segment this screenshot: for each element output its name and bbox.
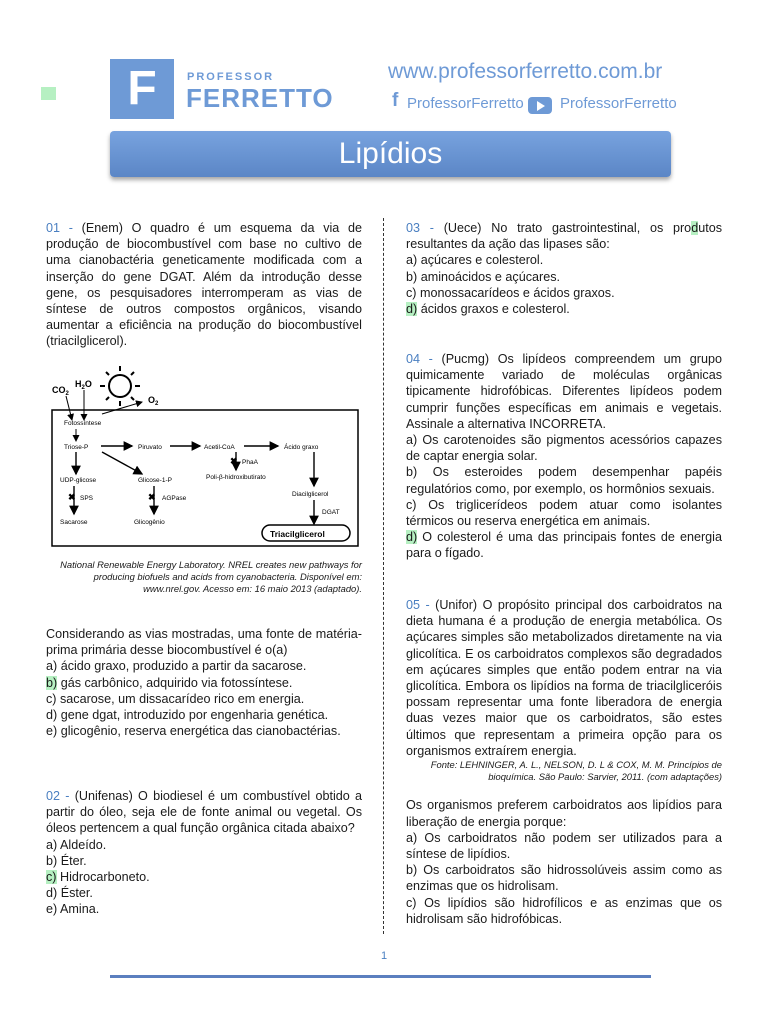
option-e[interactable]: e) Amina. — [46, 902, 100, 917]
option-a[interactable]: a) açúcares e colesterol. — [406, 253, 544, 268]
logo-brand-text: FERRETTO — [186, 83, 334, 113]
svg-text:✖: ✖ — [68, 492, 76, 502]
biofuel-pathway-diagram — [46, 362, 362, 552]
answer-highlight: b) — [46, 675, 58, 690]
question-2 — [46, 788, 362, 918]
question-number: 02 - — [46, 789, 70, 803]
title-banner — [110, 131, 671, 177]
svg-text:O2: $O_2$ — [148, 395, 159, 407]
page-number: 1 — [380, 950, 388, 962]
option-a[interactable]: a) Os carboidratos não podem ser utilizados para a síntese de lipídios. — [406, 830, 722, 862]
youtube-handle[interactable]: ProfessorFerretto — [560, 95, 677, 112]
svg-text:H2O: $H_2O$ — [75, 379, 92, 391]
option-b[interactable]: b) Os esteroides podem desempenhar papéis regulatórios como, por exemplo, os hormônios sexuais. — [406, 465, 722, 496]
svg-text:SPS: SPS — [80, 495, 94, 502]
svg-text:Acetil-CoA: Acetil-CoA — [204, 444, 235, 451]
svg-text:UDP-glicose: UDP-glicose — [60, 477, 97, 484]
svg-text:Diacilglicerol: Diacilglicerol — [292, 491, 329, 498]
column-divider — [383, 218, 384, 934]
option-b[interactable]: b) gás carbônico, adquirido via fotossíntese. — [46, 675, 293, 690]
option-b[interactable]: b) Os carboidratos são hidrossolúveis assim como as enzimas que os hidrolisam. — [406, 863, 722, 894]
question-text: (Enem) O quadro é um esquema da via de produção de biocombustível com base no cultivo de uma cianobactéria geneticamente modificada com a inserção do gene DGAT. Além da introdução desse gene, os pesquisadores interromperam as vias de síntese de outros compostos orgânicos, visando aumentar a eficiência na produção do biocombustível (triacilglicerol). — [46, 221, 363, 349]
svg-text:PhaA: PhaA — [242, 459, 258, 466]
svg-text:Triacilglicerol: Triacilglicerol — [270, 529, 325, 539]
option-a[interactable]: a) ácido graxo, produzido a partir da sacarose. — [46, 659, 307, 674]
logo-small-text: PROFESSOR — [187, 71, 275, 83]
svg-text:Fotossíntese: Fotossíntese — [64, 420, 102, 427]
youtube-icon — [528, 97, 552, 114]
question-3: 03 - (Uece) No trato gastrointestinal, os produtos resultantes da ação das lipases são: a) açúcares e colesterol. b) aminoácidos e açúcares. c) monossacarídeos e ácidos graxos. d) ácidos graxos e colesterol. — [406, 221, 723, 317]
sun-icon — [100, 366, 140, 406]
question-1-options — [46, 626, 362, 739]
option-a[interactable]: a) Aldeído. — [46, 837, 107, 852]
option-d[interactable]: d) gene dgat, introduzido por engenharia genética. — [46, 708, 329, 723]
answer-highlight: d) — [406, 302, 418, 317]
svg-text:AGPase: AGPase — [162, 495, 187, 502]
option-c[interactable]: c) Hidrocarboneto. — [46, 870, 150, 885]
svg-text:Ácido graxo: Ácido graxo — [284, 444, 319, 451]
website-link[interactable]: www.professorferretto.com.br — [388, 60, 663, 83]
facebook-icon: f — [392, 90, 399, 111]
answer-highlight: c) — [46, 870, 57, 885]
option-c[interactable]: c) Os triglicerídeos podem atuar como isolantes térmicos ou reserva energética em animais. — [406, 497, 722, 529]
footer-line — [110, 975, 651, 978]
option-d[interactable]: d) Éster. — [46, 886, 93, 901]
svg-text:Piruvato: Piruvato — [138, 444, 162, 451]
svg-text:Triose-P: Triose-P — [64, 444, 89, 451]
answer-highlight: d) — [406, 530, 418, 545]
option-c[interactable]: c) monossacarídeos e ácidos graxos. — [406, 285, 615, 300]
question-prompt: Considerando as vias mostradas, uma fonte de matéria-prima primária desse biocombustível é o(a) — [46, 627, 362, 658]
svg-text:Glicose-1-P: Glicose-1-P — [138, 477, 172, 484]
svg-text:Poli-β-hidroxibutirato: Poli-β-hidroxibutirato — [206, 474, 266, 481]
question-text: (Pucmg) Os lipídeos compreendem um grupo quimicamente variado de moléculas orgânicas tipicamente hidrofóbicas. Diferentes lipídeos podem cumprir funções específicas em animais e vegetais. Assinale a alternativa INCORRETA. — [406, 352, 722, 431]
page-title: Lipídios — [338, 137, 443, 170]
green-marker — [41, 87, 56, 100]
citation: National Renewable Energy Laboratory. NREL creates new pathways for producing biofuels and acids from cyanobacteria. Disponível em: www.nrel.gov. Acesso em: 16 maio 2013 (adaptado). — [60, 559, 362, 595]
question-number: 04 - — [406, 352, 433, 366]
option-e[interactable]: e) glicogênio, reserva energética das cianobactérias. — [46, 724, 341, 739]
question-prompt: Os organismos preferem carboidratos aos lipídios para liberação de energia porque: — [406, 798, 722, 829]
option-c[interactable]: c) sacarose, um dissacarídeo rico em energia. — [46, 691, 305, 706]
question-text: (Unifor) O propósito principal dos carboidratos na dieta humana é a produção de energia metabólica. Os açúcares simples são metabolizados diretamente na via glicolítica. E os carboidratos complexos são degradados em açúcares simples que então podem entrar na via glicolítica. Embora os lipídios na forma de triacilgliceróis possam representar uma fonte liberadora de energia duas vezes maior que os carboidratos, são estes últimos que representam a primeira opção para os organismos extraírem energia. — [406, 598, 723, 758]
question-5 — [406, 597, 722, 927]
option-c[interactable]: c) Os lipídios são hidrofílicos e as enzimas que os hidrolisam são hidrofóbicas. — [406, 895, 722, 926]
option-d[interactable]: d) O colesterol é uma das principais fontes de energia para o fígado. — [406, 530, 722, 561]
question-number: 05 - — [406, 598, 430, 612]
option-b[interactable]: b) aminoácidos e açúcares. — [406, 269, 561, 284]
svg-text:Glicogênio: Glicogênio — [134, 519, 165, 526]
option-a[interactable]: a) Os carotenoides são pigmentos acessórios capazes de captar energia solar. — [406, 433, 722, 464]
question-4 — [406, 351, 722, 562]
question-number: 03 - — [406, 221, 434, 235]
question-number: 01 - — [46, 221, 73, 235]
citation: Fonte: LEHNINGER, A. L., NELSON, D. L & COX, M. M. Princípios de bioquímica. São Paulo: Sarvier, 2011. (com adaptações) — [430, 759, 722, 783]
option-d[interactable]: d) ácidos graxos e colesterol. — [406, 302, 570, 317]
svg-text:✖: ✖ — [148, 492, 156, 502]
svg-text:✖: ✖ — [230, 456, 238, 466]
logo-icon: F — [110, 59, 174, 119]
svg-text:Sacarose: Sacarose — [60, 519, 88, 526]
option-b[interactable]: b) Éter. — [46, 853, 87, 868]
svg-text:DGAT: DGAT — [322, 509, 340, 516]
facebook-handle[interactable]: ProfessorFerretto — [407, 95, 524, 112]
question-1 — [46, 220, 362, 350]
svg-text:CO2: $CO_2$ — [52, 385, 69, 397]
question-text: (Unifenas) O biodiesel é um combustível obtido a partir do óleo, seja ele de fonte animal ou vegetal. Os óleos pertencem a qual função orgânica citada abaixo? — [46, 789, 363, 836]
